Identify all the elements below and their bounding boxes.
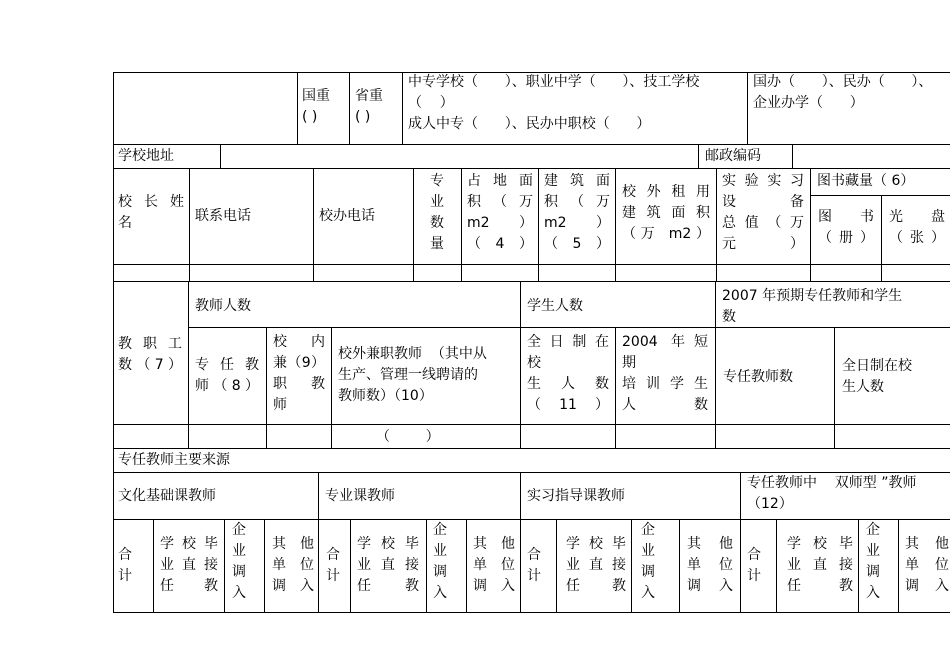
- other-unit-label: 其他 单位 调入: [473, 536, 515, 594]
- majors-count-label: 专 业 数 量: [430, 173, 444, 252]
- key-national-cell: 国重 ( ): [302, 88, 330, 125]
- enterprise-transfer-label: 企 业 调 入: [433, 522, 447, 601]
- address-label: 学校地址: [118, 148, 174, 164]
- teachers-count-label: 教师人数: [195, 298, 251, 314]
- other-unit-label: 其他 单位 调入: [272, 536, 314, 594]
- graduate-direct-label: 学校毕 业直接 任教: [787, 536, 853, 594]
- postcode-label: 邮政编码: [705, 148, 761, 164]
- graduate-direct-label: 学校毕 业直接 任教: [357, 536, 419, 594]
- professional-teachers-label: 专业课教师: [325, 488, 395, 504]
- fulltime-students-label: 全日制在 校 生 人 数 （11）: [527, 334, 609, 413]
- ownership-cell: 国办（ ）、民办（ ）、 企业办学（ ）: [753, 74, 933, 111]
- dual-qualified-label: 专任教师中 双师型 ”教师 （12）: [747, 475, 917, 512]
- culture-teachers-label: 文化基础课教师: [118, 488, 216, 504]
- staff-count-label: 教职工 数（7）: [118, 336, 182, 373]
- forecast-teachers-label: 专任教师数: [723, 369, 793, 385]
- paren-blank: （ ）: [376, 429, 440, 445]
- equipment-value-label: 实验实习 设备 总值（万 元）: [722, 173, 804, 252]
- fulltime-teacher-label: 专任教 师（8）: [195, 357, 259, 394]
- forecast-students-label: 全日制在校 生人数: [842, 358, 912, 395]
- books-unit-label: 图 书 （册）: [818, 209, 874, 246]
- practice-teachers-label: 实习指导课教师: [527, 488, 625, 504]
- graduate-direct-label: 学校毕 业直接 任教: [566, 536, 626, 594]
- total-label: 合 计: [326, 547, 340, 584]
- rented-area-label: 校外租用 建筑面积 （万 m2）: [622, 184, 710, 242]
- book-collection-label: 图书藏量（ 6）: [817, 173, 915, 189]
- teacher-sources-title: 专任教师主要来源: [118, 452, 230, 468]
- total-label: 合 计: [527, 547, 541, 584]
- building-area-label: 建筑面 积（万 m2 ） （5）: [544, 173, 610, 252]
- contact-phone-label: 联系电话: [195, 208, 251, 224]
- short-training-label: 2004 年短 期 培训学生 人数: [622, 334, 708, 413]
- forecast-2007-label: 2007 年预期专任教师和学生 数: [722, 288, 903, 325]
- discs-unit-label: 光 盘 （张）: [889, 209, 945, 246]
- inschool-parttime-label: 校 内 兼（9） 职 教 师: [273, 334, 325, 413]
- enterprise-transfer-label: 企 业 调 入: [866, 522, 880, 601]
- enterprise-transfer-label: 企 业 调 入: [232, 522, 246, 601]
- total-label: 合 计: [747, 547, 761, 584]
- school-type-cell: 中专学校（ ）、职业中学（ ）、技工学校 （ ） 成人中专（ ）、民办中职校（ ）: [408, 74, 700, 132]
- principal-name-label: 校长姓 名: [118, 194, 184, 231]
- students-count-label: 学生人数: [527, 298, 583, 314]
- other-unit-label: 其他 单位 调入: [905, 536, 949, 594]
- key-provincial-cell: 省重 ( ): [355, 88, 383, 125]
- external-parttime-label: 校外兼职教师 （其中从 生产、管理一线聘请的 教师数）（10）: [338, 346, 487, 404]
- graduate-direct-label: 学校毕 业直接 任教: [160, 536, 218, 594]
- land-area-label: 占地面 积（万 m2 ） （4）: [467, 173, 533, 252]
- enterprise-transfer-label: 企 业 调 入: [641, 522, 655, 601]
- other-unit-label: 其他 单位 调入: [687, 536, 733, 594]
- total-label: 合 计: [118, 547, 132, 584]
- office-phone-label: 校办电话: [319, 208, 375, 224]
